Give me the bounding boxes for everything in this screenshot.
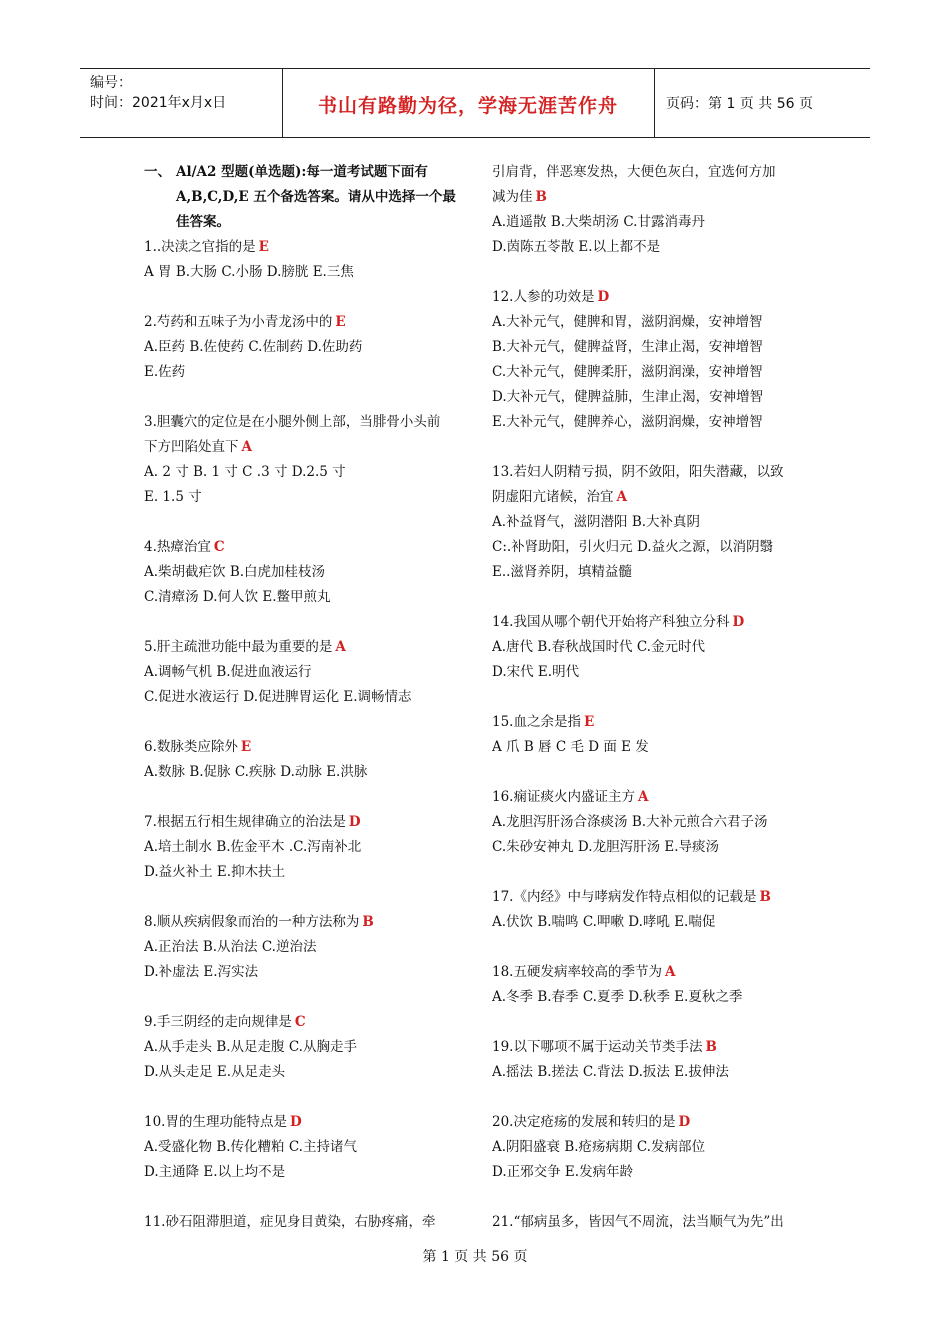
option-line: D.从头走足 E.从足走头 xyxy=(144,1064,286,1080)
question-text: 8.顺从疾病假象而治的一种方法称为 xyxy=(144,914,360,930)
question xyxy=(144,635,466,710)
section-number: 一、 xyxy=(144,164,171,180)
option-line: A 爪 B 唇 C 毛 D 面 E 发 xyxy=(492,739,649,755)
question-line xyxy=(492,960,822,985)
question-line xyxy=(144,310,466,335)
option-line: A.培土制水 B.佐金平木 .C.泻南补北 xyxy=(144,839,362,855)
question-line xyxy=(492,710,822,735)
question-text: 减为佳 xyxy=(492,189,533,205)
question-text: 4.热瘴治宜 xyxy=(144,539,211,555)
question-line xyxy=(144,410,466,435)
question xyxy=(144,910,466,985)
question-text: 6.数脉类应除外 xyxy=(144,739,238,755)
question-text: 7.根据五行相生规律确立的治法是 xyxy=(144,814,346,830)
answer-key: D xyxy=(289,1114,302,1130)
question-text: 20.决定疮疡的发展和转归的是 xyxy=(492,1114,676,1130)
answer-key: C xyxy=(294,1014,306,1030)
page-footer: 第 1 页 共 56 页 xyxy=(422,1249,528,1265)
question-text: 12.人参的功效是 xyxy=(492,289,595,305)
question xyxy=(144,1110,466,1185)
question-line xyxy=(492,610,822,635)
answer-key: E xyxy=(335,314,346,330)
option-line: A.补益肾气，滋阴潜阳 B.大补真阴 xyxy=(492,514,701,530)
answer-key: B xyxy=(759,889,771,905)
option-line: A.柴胡截疟饮 B.白虎加桂枝汤 xyxy=(144,564,326,580)
question xyxy=(492,285,822,435)
answer-key: C xyxy=(213,539,225,555)
option-line: C.朱砂安神丸 D.龙胆泻肝汤 E.导痰汤 xyxy=(492,839,720,855)
answer-key: B xyxy=(535,189,547,205)
question-text: 引肩背，伴恶寒发热，大便色灰白，宜选何方加 xyxy=(492,164,776,180)
question xyxy=(492,885,822,935)
time-label: 时间：2021年x月x日 xyxy=(90,95,227,111)
option-line: A.从手走头 B.从足走腹 C.从胸走手 xyxy=(144,1039,357,1055)
question xyxy=(492,710,822,760)
question-text: 14.我国从哪个朝代开始将产科独立分科 xyxy=(492,614,730,630)
option-line: E. 1.5 寸 xyxy=(144,489,202,505)
option-line: A.正治法 B.从治法 C.逆治法 xyxy=(144,939,317,955)
option-line: A.数脉 B.促脉 C.疾脉 D.动脉 E.洪脉 xyxy=(144,764,368,780)
question-line xyxy=(144,810,466,835)
answer-key: D xyxy=(597,289,610,305)
question-line xyxy=(492,1110,822,1135)
question xyxy=(492,460,822,585)
page-header xyxy=(80,68,870,138)
option-line: D.正邪交争 E.发病年龄 xyxy=(492,1164,634,1180)
option-line: A.冬季 B.春季 C.夏季 D.秋季 E.夏秋之季 xyxy=(492,989,743,1005)
answer-key: E xyxy=(258,239,269,255)
section-title-line: 佳答案。 xyxy=(176,214,230,230)
option-line: A.摇法 B.搓法 C.背法 D.扳法 E.拔伸法 xyxy=(492,1064,729,1080)
question-text: 阴虚阳亢诸候，治宜 xyxy=(492,489,614,505)
option-line: A.唐代 B.春秋战国时代 C.金元时代 xyxy=(492,639,705,655)
answer-key: B xyxy=(705,1039,717,1055)
option-line: A.大补元气，健脾和胃，滋阴润燥，安神增智 xyxy=(492,314,763,330)
doc-meta xyxy=(90,73,280,113)
answer-key: A xyxy=(616,489,627,505)
question-line xyxy=(492,160,822,185)
option-line: E.大补元气，健脾养心，滋阴润燥，安神增智 xyxy=(492,414,763,430)
question-line xyxy=(492,785,822,810)
answer-key: A xyxy=(637,789,649,805)
question-text: 5.肝主疏泄功能中最为重要的是 xyxy=(144,639,333,655)
question-line xyxy=(144,735,466,760)
answer-key: B xyxy=(362,914,374,930)
question xyxy=(492,785,822,860)
option-line: E.佐药 xyxy=(144,364,186,380)
option-line: D.宋代 E.明代 xyxy=(492,664,580,680)
code-label: 编号： xyxy=(90,75,132,91)
answer-key: D xyxy=(678,1114,691,1130)
option-line: A.伏饮 B.喘鸣 C.呷嗽 D.哮吼 E.喘促 xyxy=(492,914,716,930)
option-line: C:.补肾助阳，引火归元 D.益火之源，以消阴翳 xyxy=(492,539,774,555)
option-line: A.龙胆泻肝汤合涤痰汤 B.大补元煎合六君子汤 xyxy=(492,814,768,830)
question-line xyxy=(144,435,466,460)
question-text: 13.若妇人阴精亏损，阴不敛阳，阳失潜藏，以致 xyxy=(492,464,784,480)
answer-key: A xyxy=(241,439,252,455)
section-heading xyxy=(144,160,466,235)
question-text: 16.痫证痰火内盛证主方 xyxy=(492,789,635,805)
question-line xyxy=(492,285,822,310)
option-line: D.益火补土 E.抑木扶土 xyxy=(144,864,286,880)
question-text: 15.血之余是指 xyxy=(492,714,581,730)
question xyxy=(144,810,466,885)
answer-key: A xyxy=(664,964,676,980)
question-line xyxy=(144,1110,466,1135)
question-text: 18.五硬发病率较高的季节为 xyxy=(492,964,662,980)
question-line xyxy=(144,910,466,935)
question-line xyxy=(144,535,466,560)
question-text: 19.以下哪项不属于运动关节类手法 xyxy=(492,1039,703,1055)
question-line: 11.砂石阻滞胆道，症见身目黄染，右胁疼痛，牵 xyxy=(144,1214,436,1230)
question xyxy=(144,235,466,285)
answer-key: D xyxy=(732,614,745,630)
question xyxy=(144,1010,466,1085)
question-text: 下方凹陷处直下 xyxy=(144,439,239,455)
question-text: 1..决渎之官指的是 xyxy=(144,239,256,255)
option-line: A.受盛化物 B.传化糟粕 C.主持诸气 xyxy=(144,1139,357,1155)
option-line: C.大补元气，健脾柔肝，滋阴润澡，安神增智 xyxy=(492,364,763,380)
question xyxy=(492,610,822,685)
question-line xyxy=(144,1010,466,1035)
question-line xyxy=(144,635,466,660)
answer-key: E xyxy=(583,714,595,730)
question-text: 2.芍药和五味子为小青龙汤中的 xyxy=(144,314,333,330)
option-line: C.促进水液运行 D.促进脾胃运化 E.调畅情志 xyxy=(144,689,412,705)
question xyxy=(144,735,466,785)
question-text: 10.胃的生理功能特点是 xyxy=(144,1114,287,1130)
option-line: A. 2 寸 B. 1 寸 C .3 寸 D.2.5 寸 xyxy=(144,464,346,480)
question-line xyxy=(492,885,822,910)
right-column xyxy=(492,160,822,1235)
option-line: D.茵陈五苓散 E.以上都不是 xyxy=(492,239,661,255)
option-line: C.清瘴汤 D.何人饮 E.鳖甲煎丸 xyxy=(144,589,331,605)
question-line: 21.“郁病虽多，皆因气不周流，法当顺气为先”出 xyxy=(492,1214,784,1230)
motto: 书山有路勤为径，学海无涯苦作舟 xyxy=(317,95,618,117)
section-title-line: Al/A2 型题(单选题):每一道考试题下面有 xyxy=(176,164,428,180)
answer-key: E xyxy=(240,739,252,755)
option-line: E..滋肾养阴，填精益髓 xyxy=(492,564,632,580)
answer-key: D xyxy=(348,814,361,830)
question xyxy=(492,1110,822,1185)
option-line: D.补虚法 E.泻实法 xyxy=(144,964,259,980)
section-title-line: A,B,C,D,E 五个备选答案。请从中选择一个最 xyxy=(176,189,456,205)
option-line: A.阴阳盛衰 B.疮疡病期 C.发病部位 xyxy=(492,1139,705,1155)
question-line xyxy=(144,235,466,260)
question-line xyxy=(492,485,822,510)
question xyxy=(492,160,822,260)
question-text: 9.手三阴经的走向规律是 xyxy=(144,1014,292,1030)
question xyxy=(144,410,466,510)
option-line: A.臣药 B.佐使药 C.佐制药 D.佐助药 xyxy=(144,339,363,355)
question-line xyxy=(492,1035,822,1060)
question-line xyxy=(492,185,822,210)
option-line: D.主通降 E.以上均不是 xyxy=(144,1164,286,1180)
option-line: A.逍遥散 B.大柴胡汤 C.甘露消毒丹 xyxy=(492,214,705,230)
left-column xyxy=(144,160,466,1235)
page-code: 页码：第 1 页 共 56 页 xyxy=(666,96,813,112)
question-line xyxy=(492,460,822,485)
question xyxy=(144,535,466,610)
question xyxy=(492,1035,822,1085)
option-line: B.大补元气，健脾益肾，生津止渴，安神增智 xyxy=(492,339,763,355)
answer-key: A xyxy=(335,639,346,655)
option-line: D.大补元气，健脾益肺，生津止渴，安神增智 xyxy=(492,389,764,405)
question xyxy=(492,960,822,1010)
question-text: 3.胆囊穴的定位是在小腿外侧上部，当腓骨小头前 xyxy=(144,414,441,430)
option-line: A 胃 B.大肠 C.小肠 D.膀胱 E.三焦 xyxy=(144,264,354,280)
question xyxy=(144,310,466,385)
option-line: A.调畅气机 B.促进血液运行 xyxy=(144,664,312,680)
question-text: 17.《内经》中与哮病发作特点相似的记载是 xyxy=(492,889,757,905)
divider xyxy=(654,69,655,137)
